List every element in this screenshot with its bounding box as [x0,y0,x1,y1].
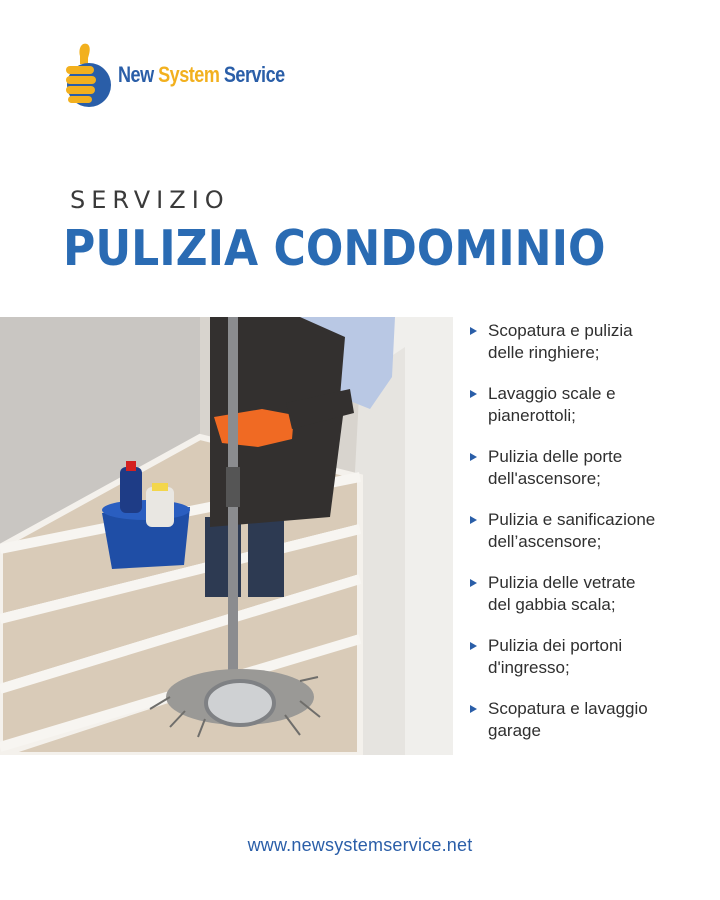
service-line: delle ringhiere; [488,343,600,362]
company-logo [66,42,321,108]
service-item [470,446,710,490]
service-line: dell’ascensore; [488,532,602,551]
service-line: del gabbia scala; [488,595,616,614]
triangle-bullet-icon [470,516,477,524]
company-name-part-3: Service [223,62,285,87]
service-line: d'ingresso; [488,658,570,677]
service-line: dell'ascensore; [488,469,601,488]
service-item [470,698,710,742]
service-line: pianerottoli; [488,406,576,425]
service-item [470,509,710,553]
service-line: Pulizia delle porte [488,447,623,466]
service-item [470,572,710,616]
service-line: Pulizia delle vetrate [488,573,636,592]
service-item [470,635,710,679]
website-link[interactable]: www.newsystemservice.net [247,835,473,855]
service-item [470,320,710,364]
triangle-bullet-icon [470,453,477,461]
stair-mopping-photo [0,317,453,755]
company-name [118,62,285,88]
service-line: garage [488,721,541,740]
triangle-bullet-icon [470,579,477,587]
heading-kicker: SERVIZIO [70,186,230,214]
page-title: PULIZIA CONDOMINIO [63,220,606,277]
services-list [470,320,710,761]
service-line: Scopatura e pulizia [488,321,633,340]
triangle-bullet-icon [470,642,477,650]
triangle-bullet-icon [470,705,477,713]
triangle-bullet-icon [470,390,477,398]
service-line: Lavaggio scale e [488,384,616,403]
company-name-part-2: System [158,62,220,87]
service-line: Pulizia e sanificazione [488,510,656,529]
service-line: Pulizia dei portoni [488,636,623,655]
service-item [470,383,710,427]
thumbs-up-hand-icon [66,42,112,108]
service-line: Scopatura e lavaggio [488,699,648,718]
triangle-bullet-icon [470,327,477,335]
company-name-part-1: New [118,62,154,87]
